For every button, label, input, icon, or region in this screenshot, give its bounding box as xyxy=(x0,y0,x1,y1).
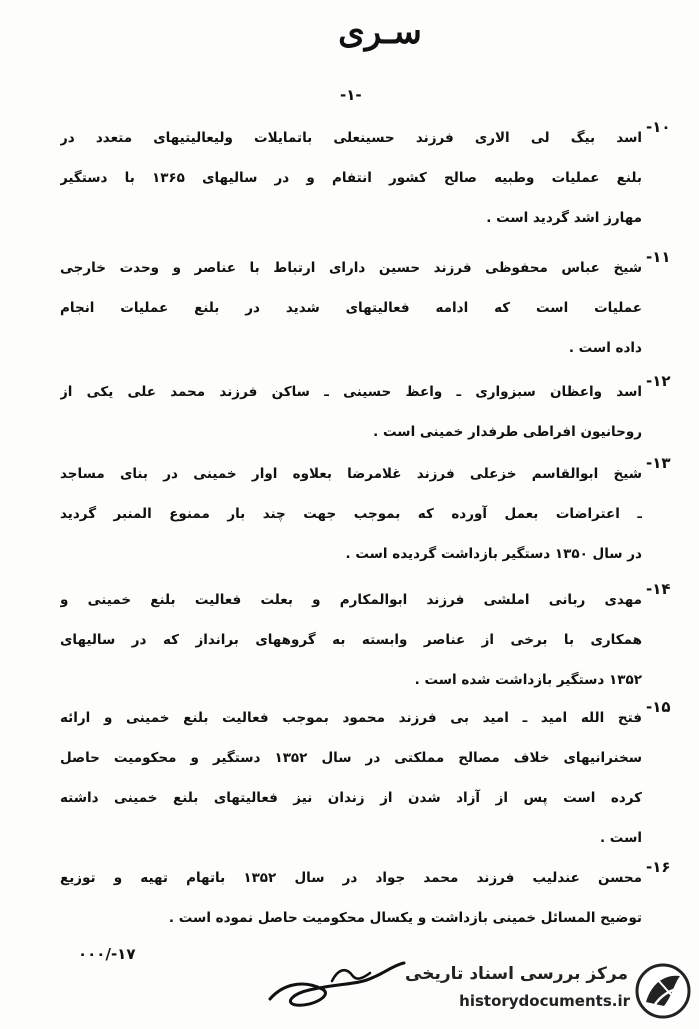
item-line: است . xyxy=(599,830,642,846)
history-documents-logo-icon xyxy=(634,962,692,1024)
page-number: -۱- xyxy=(340,86,362,104)
item-line: توضیح المسائل خمینی بازداشت و یکسال محکومیت حاصل نموده است . xyxy=(168,910,642,926)
item-line: ـ اعتراضات بعمل آورده که بموجب جهت چند بار ممنوع المنبر گردید xyxy=(60,506,642,522)
item-line: محسن عندلیب فرزند محمد جواد در سال ۱۳۵۲ باتهام تهیه و توزیع xyxy=(60,870,642,886)
watermark-name: مرکز بررسی اسناد تاریخی xyxy=(405,964,628,984)
item-line: همکاری با برخی از عناصر وابسته به گروههای برانداز که در سالیهای xyxy=(60,632,642,648)
item-line: روحانیون افراطی طرفدار خمینی است . xyxy=(373,424,642,440)
item-number: -۱۰ xyxy=(646,118,671,136)
signature-icon xyxy=(262,955,412,1019)
document-title: سـری xyxy=(338,12,422,52)
item-line: عملیات است که ادامه فعالیتهای شدید در بلنع عملیات انجام xyxy=(60,300,642,316)
list-item xyxy=(60,858,671,938)
watermark-url: historydocuments.ir xyxy=(459,992,630,1010)
item-number: -۱۱ xyxy=(646,248,671,266)
item-line: ۱۳۵۲ دستگیر بازداشت شده است . xyxy=(414,672,642,688)
item-line: اسد واعظان سبزواری ـ واعظ حسینی ـ ساکن فرزند محمد علی یکی از xyxy=(60,384,642,400)
list-item xyxy=(60,118,671,238)
item-line: شیخ ابوالقاسم خزعلی فرزند غلامرضا بعلاوه اوار خمینی در بنای مساجد xyxy=(60,466,642,482)
item-number: -۱۳ xyxy=(646,454,671,472)
item-line: در سال ۱۳۵۰ دستگیر بازداشت گردیده است . xyxy=(345,546,642,562)
item-line: فتح الله امید ـ امید بی فرزند محمود بموجب فعالیت بلنع خمینی و ارائه xyxy=(60,710,642,726)
item-line: مهارز اشد گردید است . xyxy=(486,210,642,226)
item-line: مهدی ربانی املشی فرزند ابوالمکارم و بعلت فعالیت بلنع خمینی و xyxy=(60,592,642,608)
list-item xyxy=(60,580,671,700)
item-line: شیخ عباس محفوظی فرزند حسین دارای ارتباط با عناصر و وحدت خارجی xyxy=(60,260,642,276)
list-item xyxy=(60,248,671,368)
item-line: اسد بیگ لی الاری فرزند حسینعلی باتمایلات ولیعالیتیهای متعدد در xyxy=(60,130,642,146)
list-item xyxy=(60,372,671,452)
item-number: -۱۵ xyxy=(646,698,671,716)
list-item xyxy=(60,698,671,858)
watermark xyxy=(405,962,694,1022)
item-number: -۱۴ xyxy=(646,580,671,598)
list-item xyxy=(60,454,671,574)
item-number: -۱۶ xyxy=(646,858,671,876)
item-line: داده است . xyxy=(568,340,642,356)
item-line: سخنرانیهای خلاف مصالح مملکتی در سال ۱۳۵۲ دستگیر و محکومیت حاصل xyxy=(60,750,642,766)
document-code: ۰۰۰/-۱۷ xyxy=(78,945,136,963)
item-line: کرده است پس از آزاد شدن از زندان نیز فعالیتهای بلنع خمینی داشته xyxy=(60,790,642,806)
item-number: -۱۲ xyxy=(646,372,671,390)
item-line: بلنع عملیات وطبیه صالح کشور انتفام و در سالیهای ۱۳۶۵ با دستگیر xyxy=(60,170,642,186)
